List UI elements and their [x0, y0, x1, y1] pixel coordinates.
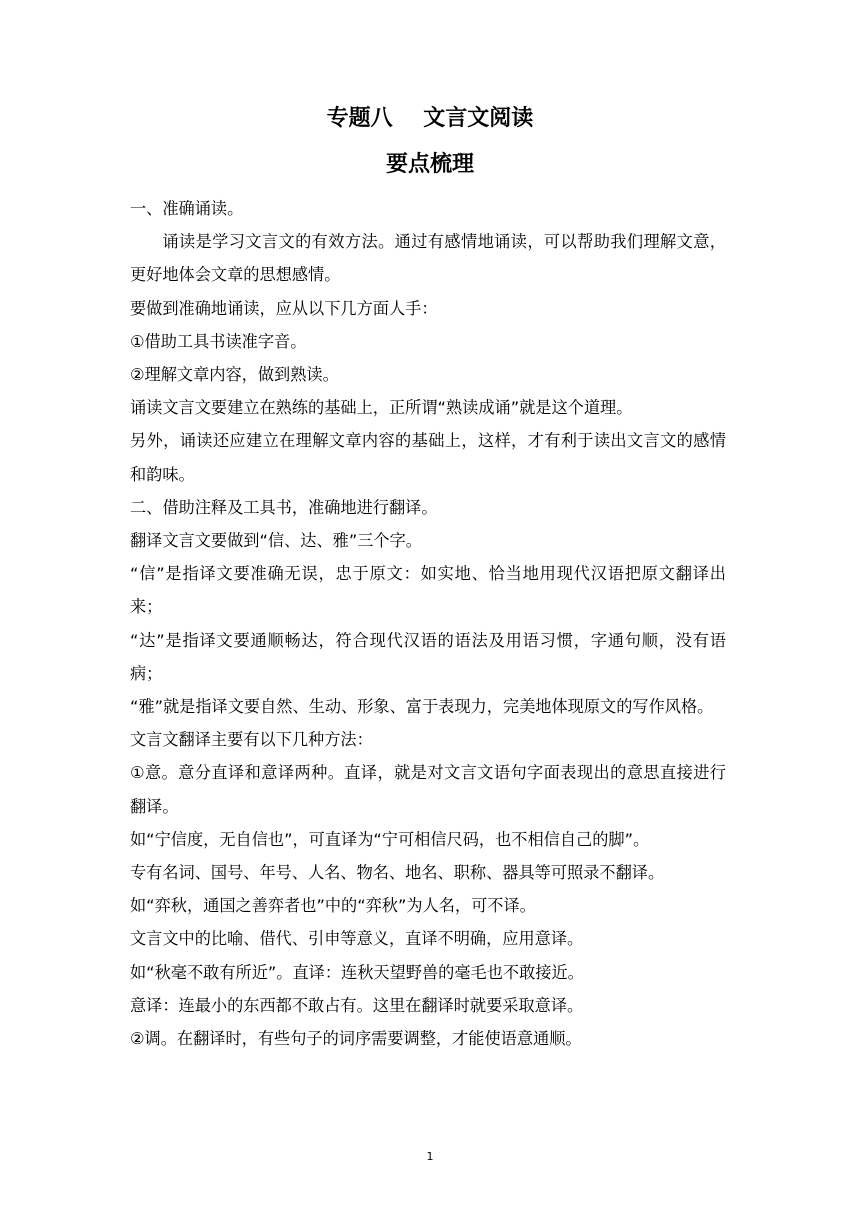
paragraph: “信”是指译文要准确无误，忠于原文：如实地、恰当地用现代汉语把原文翻译出来；: [130, 564, 726, 617]
paragraph: 专有名词、国号、年号、人名、物名、地名、职称、器具等可照录不翻译。: [130, 863, 665, 883]
paragraph: 另外，诵读还应建立在理解文章内容的基础上，这样，才有利于读出文言文的感情和韵味。: [130, 431, 726, 484]
document-title: 专题八 文言文阅读: [326, 106, 534, 131]
paragraph: 翻译文言文要做到“信、达、雅”三个字。: [130, 531, 422, 551]
document-body: [130, 192, 726, 1055]
paragraph: 诵读文言文要建立在熟练的基础上，正所谓“熟读成诵”就是这个道理。: [130, 398, 633, 418]
paragraph: 如“秋毫不敢有所近”。直译：连秋天望野兽的毫毛也不敢接近。: [130, 962, 584, 982]
paragraph: 如“宁信度，无自信也”，可直译为“宁可相信尺码，也不相信自己的脚”。: [130, 829, 650, 849]
list-item: ②理解文章内容，做到熟读。: [130, 365, 339, 385]
section-heading: 要点梳理: [385, 152, 474, 177]
paragraph: 如“弈秋，通国之善弈者也”中的“弈秋”为人名，可不译。: [130, 896, 536, 916]
paragraph: “雅”就是指译文要自然、生动、形象、富于表现力，完美地体现原文的写作风格。: [130, 697, 714, 717]
heading-1: 一、准确诵读。: [130, 199, 244, 218]
paragraph: 文言文翻译主要有以下几种方法：: [130, 730, 373, 750]
list-item: ①借助工具书读准字音。: [130, 331, 307, 351]
page-number: 1: [426, 1150, 434, 1163]
paragraph: 要做到准确地诵读，应从以下几方面人手：: [130, 298, 438, 318]
list-item: ①意。意分直译和意译两种。直译，就是对文言文语句字面表现出的意思直接进行翻译。: [130, 763, 726, 816]
paragraph: 意译：连最小的东西都不敢占有。这里在翻译时就要采取意译。: [130, 995, 584, 1015]
paragraph: 文言文中的比喻、借代、引申等意义，直译不明确，应用意译。: [130, 929, 584, 949]
paragraph: “达”是指译文要通顺畅达，符合现代汉语的语法及用语习惯，字通句顺，没有语病；: [130, 630, 726, 683]
list-item: ②调。在翻译时，有些句子的词序需要调整，才能使语意通顺。: [130, 1029, 582, 1049]
paragraph: 诵读是学习文言文的有效方法。通过有感情地诵读，可以帮助我们理解文意，更好地体会文章的思想感情。: [130, 232, 726, 285]
heading-2: 二、借助注释及工具书，准确地进行翻译。: [130, 497, 438, 517]
